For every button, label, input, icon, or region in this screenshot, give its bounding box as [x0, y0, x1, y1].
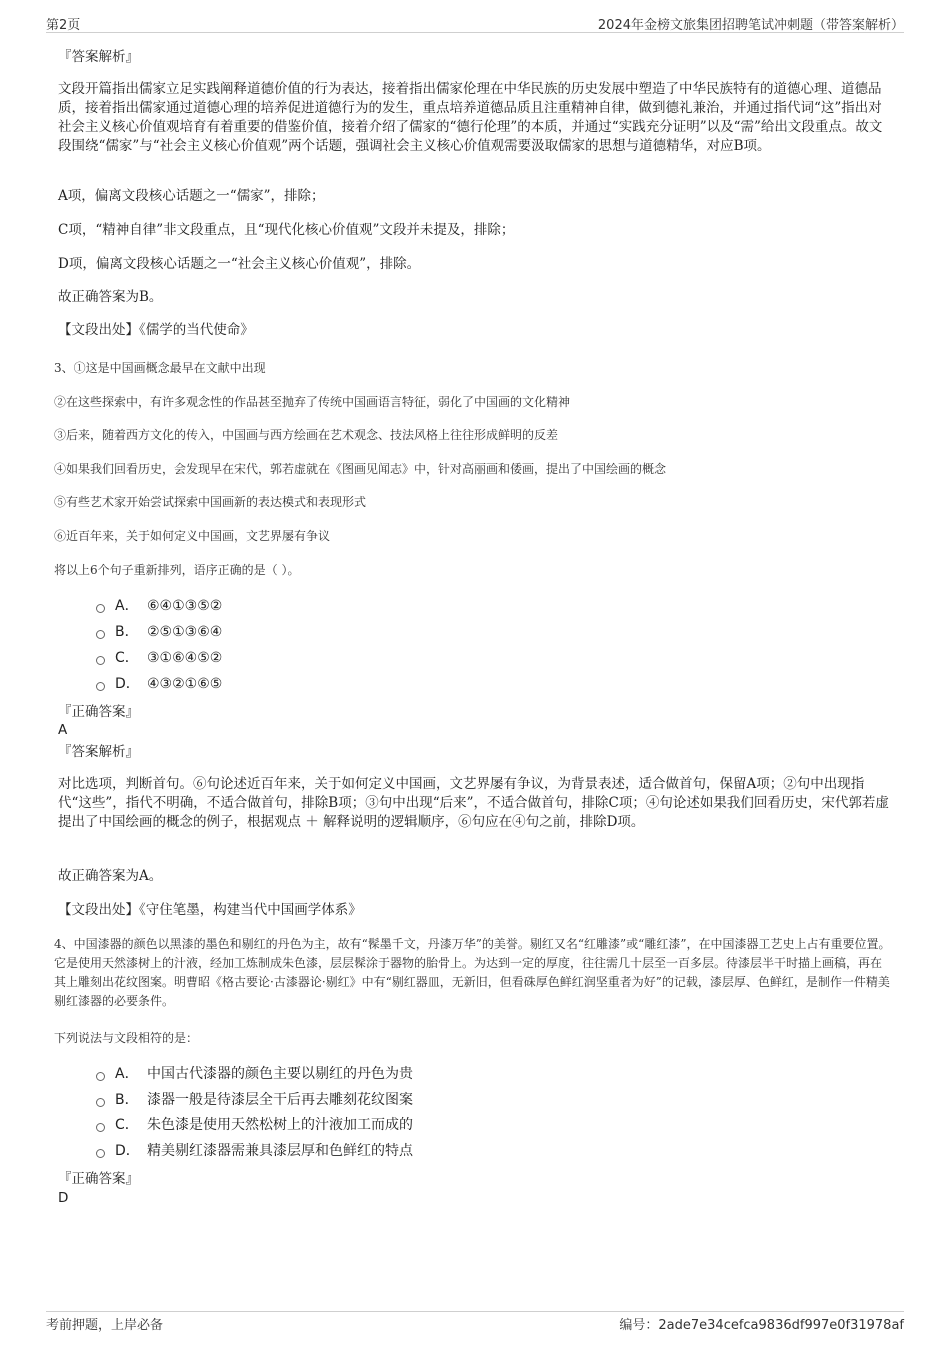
- option-label: A．: [115, 1066, 139, 1082]
- radio-icon[interactable]: [96, 1072, 105, 1081]
- radio-icon[interactable]: [96, 604, 105, 613]
- q3-sentence-4: ④如果我们回看历史，会发现早在宋代，郭若虚就在《图画见闻志》中，针对高丽画和倭画，提出了中国绘画的概念: [54, 462, 667, 476]
- q2-analysis: 文段开篇指出儒家立足实践阐释道德价值的行为表达，接着指出儒家伦理在中华民族的历史发展中塑造了中华民族特有的道德心理、道德品质，接着指出儒家通过道德心理的培养促进道德行为的发生，重点培养道德品质且注重精神自律，做到德礼兼治，并通过指代词“这”指出对社会主义核心价值观培育有着重要的借鉴价值，接着介绍了儒家的“德行伦理”的本质，并通过“实践充分证明”以及“需”给出文段重点。故文段围绕“儒家”与“社会主义核心价值观”两个话题，强调社会主义核心价值观需要汲取儒家的思想与道德精华，对应B项。: [58, 81, 883, 154]
- option-label: B．: [115, 1092, 139, 1108]
- option-text: 精美剔红漆器需兼具漆层厚和色鲜红的特点: [147, 1143, 413, 1159]
- q3-sentence-6: ⑥近百年来，关于如何定义中国画，文艺界屡有争议: [54, 529, 331, 543]
- option-label: D．: [115, 1143, 140, 1159]
- q3-source: 【文段出处】《守住笔墨，构建当代中国画学体系》: [58, 902, 362, 918]
- q3-conclusion: 故正确答案为A。: [58, 868, 163, 884]
- q2-note-d: D项，偏离文段核心话题之一“社会主义核心价值观”，排除。: [58, 256, 421, 272]
- q4-option-d[interactable]: [96, 1141, 413, 1161]
- option-text: 朱色漆是使用天然松树上的汁液加工而成的: [147, 1117, 413, 1133]
- q4-option-c[interactable]: [96, 1115, 413, 1135]
- document-id: 编号：2ade7e34cefca9836df997e0f31978af: [619, 1318, 904, 1333]
- option-text: ②⑤①③⑥④: [147, 624, 223, 640]
- radio-icon[interactable]: [96, 1149, 105, 1158]
- radio-icon[interactable]: [96, 656, 105, 665]
- q3-analysis: 对比选项，判断首句。⑥句论述近百年来，关于如何定义中国画，文艺界屡有争议，为背景表述，适合做首句，保留A项；②句中出现指代“这些”，指代不明确，不适合做首句，排除B项；③句中出现“后来”，不适合做首句，排除C项；④句论述如果我们回看历史，宋代郭若虚提出了中国绘画的概念的例子，根据观点 ＋ 解释说明的逻辑顺序，⑥句应在④句之前，排除D项。: [58, 776, 889, 830]
- q3-sentence-3: ③后来，随着西方文化的传入，中国画与西方绘画在艺术观念、技法风格上往往形成鲜明的反差: [54, 428, 559, 442]
- q2-note-c: C项，“精神自律”非文段重点，且“现代化核心价值观”文段并未提及，排除；: [58, 222, 515, 238]
- q4-option-b[interactable]: [96, 1090, 413, 1110]
- footer-slogan: 考前押题，上岸必备: [46, 1318, 164, 1333]
- q2-source: 【文段出处】《儒学的当代使命》: [58, 322, 254, 338]
- option-label: B．: [115, 624, 139, 640]
- option-label: A．: [115, 598, 139, 614]
- q3-answer-title: 『正确答案』: [58, 704, 139, 720]
- q3-sentence-1: 3、①这是中国画概念最早在文献中出现: [54, 361, 266, 375]
- q2-note-a: A项，偏离文段核心话题之一“儒家”，排除；: [58, 188, 325, 204]
- option-text: 漆器一般是待漆层全干后再去雕刻花纹图案: [147, 1092, 413, 1108]
- page-number: 第2页: [46, 18, 81, 33]
- option-text: ⑥④①③⑤②: [147, 598, 223, 614]
- footer-divider: [46, 1311, 904, 1312]
- option-label: D．: [115, 676, 140, 692]
- option-label: C．: [115, 650, 139, 666]
- q4-answer: D: [58, 1190, 69, 1206]
- document-title: 2024年金榜文旅集团招聘笔试冲刺题（带答案解析）: [597, 18, 904, 33]
- header-divider: [46, 32, 904, 33]
- q4-answer-title: 『正确答案』: [58, 1171, 139, 1187]
- radio-icon[interactable]: [96, 1123, 105, 1132]
- q2-conclusion: 故正确答案为B。: [58, 289, 163, 305]
- radio-icon[interactable]: [96, 630, 105, 639]
- q4-passage: 4、中国漆器的颜色以黑漆的墨色和剔红的丹色为主，故有“髹墨千文，丹漆万华”的美誉。剔红又名“红雕漆”或“雕红漆”，在中国漆器工艺史上占有重要位置。它是使用天然漆树上的汁液，经加工炼制成朱色漆，层层髹涂于器物的胎骨上。为达到一定的厚度，往往需几十层至一百多层。待漆层半干时描上画稿，再在其上雕刻出花纹图案。明曹昭《格古要论·古漆器论·剔红》中有“剔红器皿，无新旧，但看硃厚色鲜红润坚重者为好”的记载，漆层厚、色鲜红，是制作一件精美剔红漆器的必要条件。: [54, 937, 891, 1008]
- q4-option-a[interactable]: [96, 1064, 413, 1084]
- q3-analysis-title: 『答案解析』: [58, 744, 139, 760]
- q3-answer: A: [58, 722, 68, 738]
- q2-analysis-title: 『答案解析』: [58, 49, 139, 65]
- radio-icon[interactable]: [96, 1098, 105, 1107]
- q3-sentence-2: ②在这些探索中，有许多观念性的作品甚至抛弃了传统中国画语言特征，弱化了中国画的文化精神: [54, 395, 571, 409]
- q3-sentence-5: ⑤有些艺术家开始尝试探索中国画新的表达模式和表现形式: [54, 495, 367, 509]
- q3-option-b[interactable]: [96, 622, 222, 642]
- option-label: C．: [115, 1117, 139, 1133]
- option-text: ③①⑥④⑤②: [147, 650, 223, 666]
- q3-option-c[interactable]: [96, 648, 222, 668]
- q4-prompt: 下列说法与文段相符的是：: [54, 1031, 199, 1045]
- q3-prompt: 将以上6个句子重新排列，语序正确的是（ ）。: [54, 563, 300, 577]
- option-text: ④③②①⑥⑤: [147, 676, 223, 692]
- radio-icon[interactable]: [96, 682, 105, 691]
- q3-option-a[interactable]: [96, 596, 222, 616]
- q3-option-d[interactable]: [96, 674, 222, 694]
- option-text: 中国古代漆器的颜色主要以剔红的丹色为贵: [147, 1066, 413, 1082]
